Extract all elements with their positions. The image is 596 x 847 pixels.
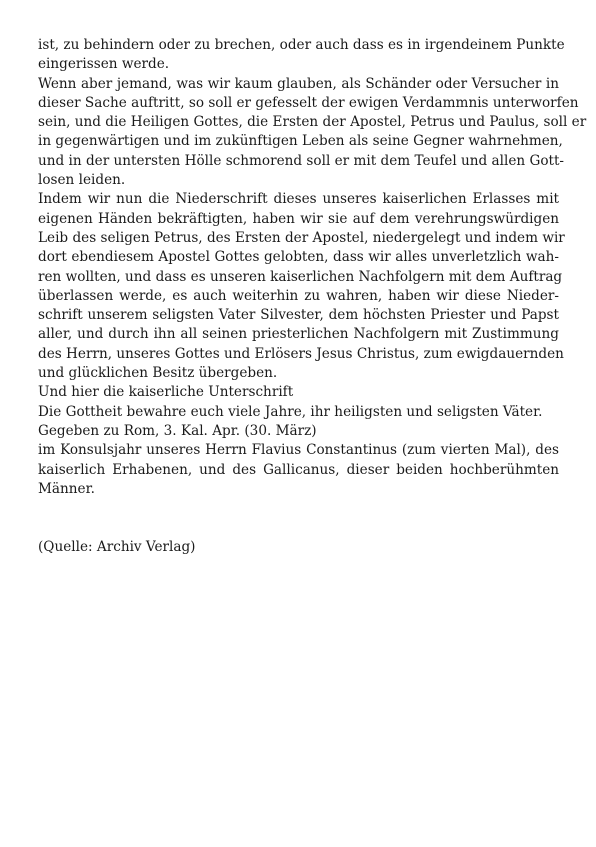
text-line: ist, zu behindern oder zu brechen, oder auch dass es in irgendeinem Punkte: [38, 37, 565, 53]
text-line: kaiserlich Erhabenen, und des Gallicanus, dieser beiden hochberühmten: [38, 461, 559, 478]
text-line: dieser Sache auftritt, so soll er gefesselt der ewigen Verdammnis unterworfen: [38, 94, 579, 111]
text-line: sein, und die Heiligen Gottes, die Ersten der Apostel, Petrus und Paulus, soll er: [38, 114, 587, 131]
text-line: Die Gottheit bewahre euch viele Jahre, ihr heiligsten und seligsten Väter.: [38, 403, 543, 420]
text-line: Männer.: [38, 480, 95, 497]
text-line: des Herrn, unseres Gottes und Erlösers Jesus Christus, zum ewigdauernden: [38, 345, 564, 362]
source-citation: (Quelle: Archiv Verlag): [38, 539, 196, 555]
text-line: Wenn aber jemand, was wir kaum glauben, als Schänder oder Versucher in: [38, 75, 559, 92]
text-line: Indem wir nun die Niederschrift dieses unseres kaiserlichen Erlasses mit: [38, 191, 559, 208]
text-line: im Konsulsjahr unseres Herrn Flavius Constantinus (zum vierten Mal), des: [38, 442, 559, 459]
text-line: überlassen werde, es auch weiterhin zu wahren, haben wir diese Nieder-: [38, 287, 559, 304]
body-text: [38, 36, 587, 499]
text-line: und glücklichen Besitz übergeben.: [38, 365, 278, 382]
text-line: schrift unserem seligsten Vater Silvester, dem höchsten Priester und Papst: [38, 307, 559, 324]
text-line: ren wollten, und dass es unseren kaiserlichen Nachfolgern mit dem Auftrag: [38, 268, 563, 285]
text-line: losen leiden.: [38, 172, 126, 189]
text-line: in gegenwärtigen und im zukünftigen Leben als seine Gegner wahrnehmen,: [38, 133, 563, 150]
text-line: dort ebendiesem Apostel Gottes gelobten, dass wir alles unverletzlich wah-: [38, 249, 559, 266]
text-line: Gegeben zu Rom, 3. Kal. Apr. (30. März): [38, 422, 317, 439]
text-line: eigenen Händen bekräftigten, haben wir sie auf dem verehrungswürdigen: [38, 210, 559, 227]
text-line: aller, und durch ihn all seinen priesterlichen Nachfolgern mit Zustimmung: [38, 326, 559, 343]
text-line: Leib des seligen Petrus, des Ersten der Apostel, niedergelegt und indem wir: [38, 229, 565, 246]
text-line: Und hier die kaiserliche Unterschrift: [38, 384, 294, 401]
text-line: und in der untersten Hölle schmorend soll er mit dem Teufel und allen Gott-: [38, 152, 565, 169]
text-line: eingerissen werde.: [38, 56, 170, 73]
